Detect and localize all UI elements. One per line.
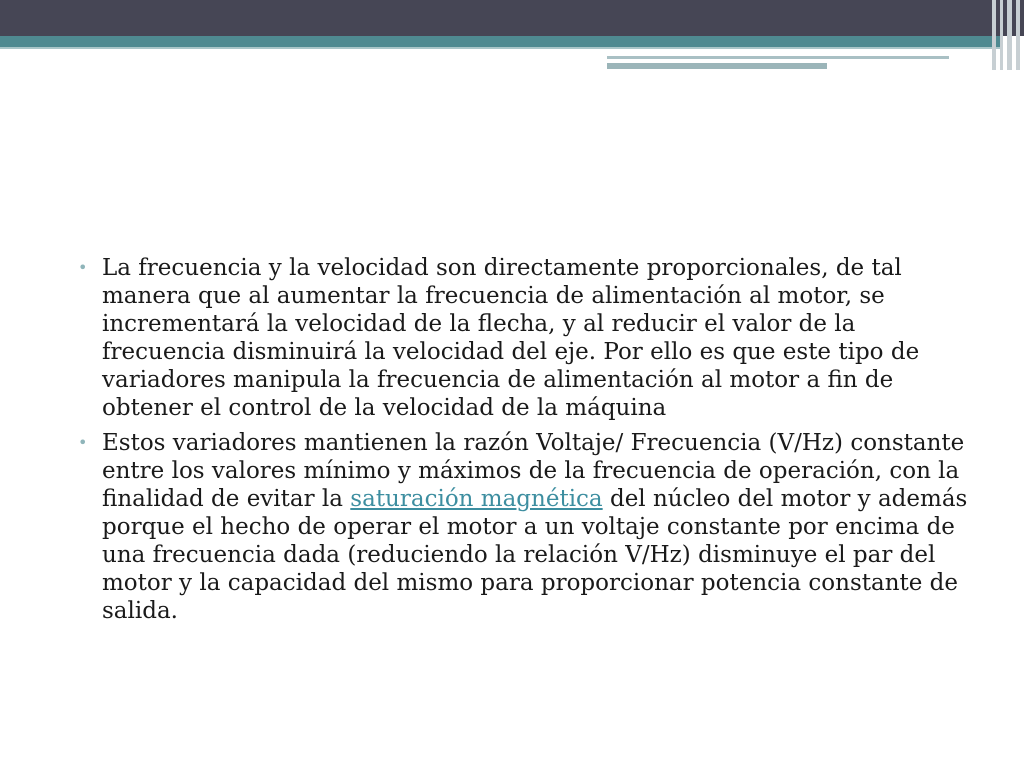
header-accent-line-lower: [607, 63, 827, 69]
header-accent-band: [0, 36, 1000, 47]
bullet-item-voltage-frequency: [72, 429, 972, 625]
header-bar: [0, 0, 1024, 36]
corner-stripes: [988, 0, 1024, 70]
bullet-list: [72, 254, 972, 625]
saturacion-magnetica-link[interactable]: saturación magnética: [350, 486, 603, 512]
header-accent-band-light: [0, 47, 1000, 49]
header-accent-line-upper: [607, 56, 949, 59]
bullet-text-after-link: del núcleo del motor y además porque el hecho de operar el motor a un voltaje constante por encima de una frecuencia dada (reduciendo la relación V/Hz) disminuye el par del motor y la capacidad del mismo para proporcionar potencia constante de salida.: [102, 486, 968, 624]
bullet-icon: •: [78, 258, 88, 277]
bullet-item-frequency-speed: [72, 254, 972, 422]
bullet-text: La frecuencia y la velocidad son directamente proporcionales, de tal manera que al aumentar la frecuencia de alimentación al motor, se incrementará la velocidad de la flecha, y al reducir el valor de la frecuencia disminuirá la velocidad del eje. Por ello es que este tipo de variadores manipula la frecuencia de alimentación al motor a fin de obtener el control de la velocidad de la máquina: [102, 255, 920, 421]
bullet-text-before-link: Estos variadores mantienen la razón Voltaje/ Frecuencia (V/Hz) constante entre los valores mínimo y máximos de la frecuencia de operación, con la finalidad de evitar la: [102, 430, 965, 512]
bullet-icon: •: [78, 433, 88, 452]
slide-content: [72, 254, 972, 632]
